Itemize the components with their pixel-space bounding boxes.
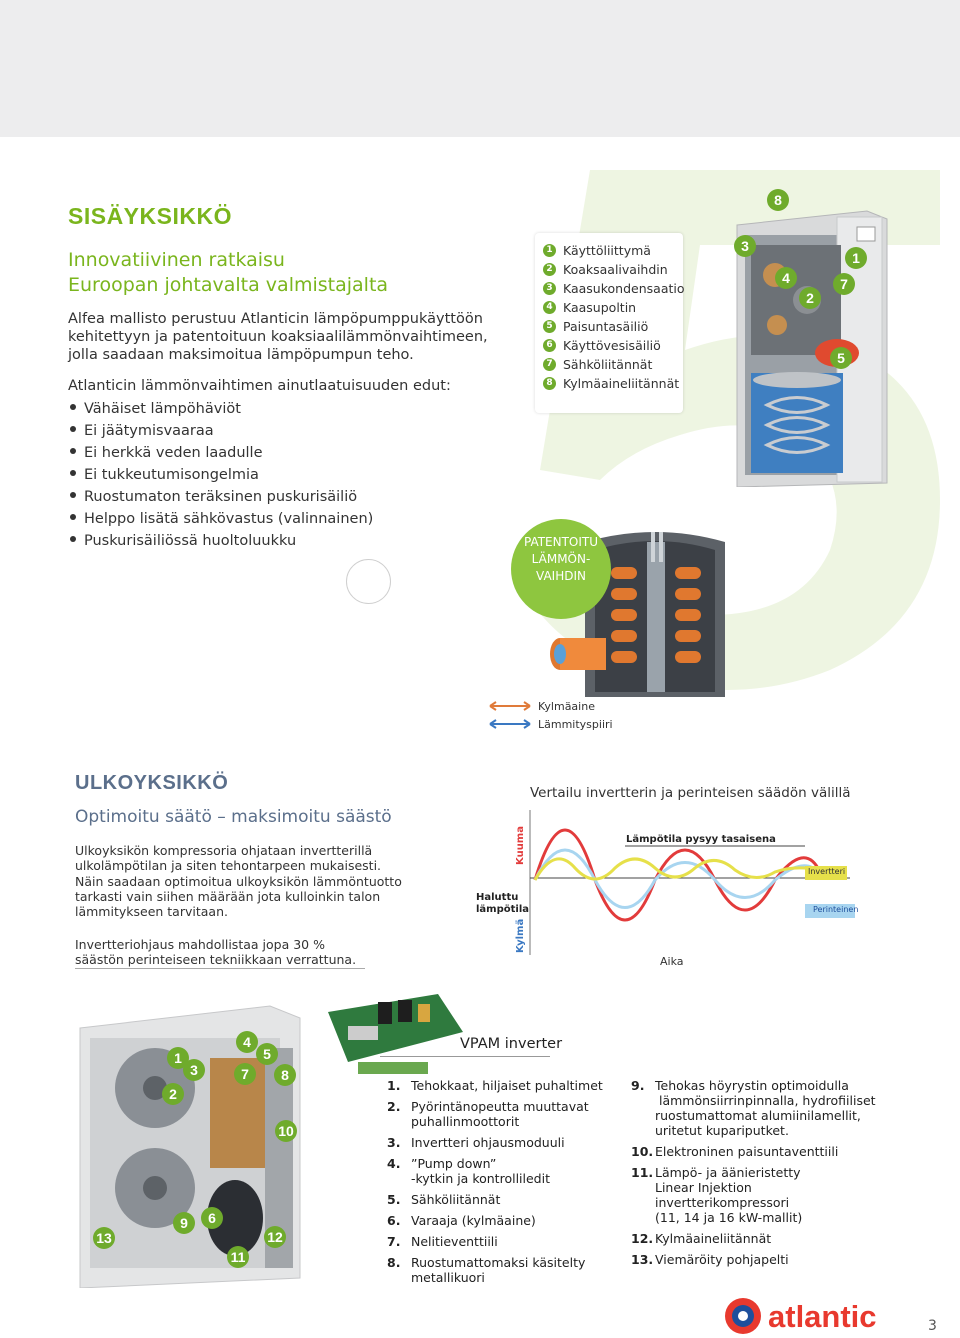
feature-text: Ruostumattomaksi käsitelty metallikuori xyxy=(411,1255,586,1285)
indoor-subtitle-line: Innovatiivinen ratkaisu xyxy=(68,249,285,271)
legend-label: Paisuntasäiliö xyxy=(563,319,649,334)
legend-number: 1 xyxy=(543,244,556,257)
legend-number: 6 xyxy=(543,339,556,352)
callout-number: 4 xyxy=(236,1031,258,1053)
feature-text: Sähköliitännät xyxy=(411,1192,501,1207)
bullet-icon xyxy=(70,536,76,542)
component-legend xyxy=(535,233,683,413)
feature-number: 6. xyxy=(387,1213,401,1228)
cold-label: Kylmä xyxy=(515,918,526,953)
vpam-label: VPAM inverter xyxy=(460,1036,563,1052)
arrow-legend-label: Lämmityspiiri xyxy=(538,717,613,731)
legend-item xyxy=(543,355,683,374)
conventional-label: Perinteinen xyxy=(813,905,859,914)
feature-text: Varaaja (kylmäaine) xyxy=(411,1213,536,1228)
setpoint-label-line: Haluttu xyxy=(476,892,519,903)
legend-number: 5 xyxy=(543,320,556,333)
savings-note-line: säästön perinteiseen tekniikkaan verrattuna. xyxy=(75,952,357,968)
legend-item xyxy=(543,374,683,393)
legend-label: Käyttöliittymä xyxy=(563,243,651,258)
callout-number: 11 xyxy=(227,1246,249,1268)
arrow-legend-item xyxy=(488,697,613,715)
benefit-item xyxy=(70,464,373,486)
feature-text: Viemäröity pohjapelti xyxy=(655,1252,789,1267)
svg-text:atlantic: atlantic xyxy=(768,1299,877,1334)
feature-text: Tehokas höyrystin optimoidulla lämmönsiirrinpinnalla, hydrofiiliset ruostumattomat alumiinilamellit, uritetut kupariputket. xyxy=(655,1078,876,1138)
arrow-legend-label: Kylmäaine xyxy=(538,699,595,713)
callout-number: 8 xyxy=(274,1064,296,1086)
outdoor-section-title: ULKOYKSIKKÖ xyxy=(75,772,229,794)
divider xyxy=(75,968,365,969)
feature-text: Nelitieventtiili xyxy=(411,1234,498,1249)
feature-item xyxy=(631,1144,876,1159)
feature-number: 4. xyxy=(387,1156,401,1171)
feature-item xyxy=(387,1213,603,1228)
legend-label: Sähköliitännät xyxy=(563,357,653,372)
legend-label: Käyttövesisäiliö xyxy=(563,338,661,353)
benefit-item xyxy=(70,420,373,442)
feature-number: 2. xyxy=(387,1099,401,1114)
indoor-subtitle-line: Euroopan johtavalta valmistajalta xyxy=(68,274,389,296)
double-arrow-icon xyxy=(488,719,532,729)
decorative-circle xyxy=(346,559,391,604)
benefit-text: Ei jäätymisvaaraa xyxy=(84,423,214,439)
callout-number: 2 xyxy=(799,287,821,309)
callout-number: 1 xyxy=(845,247,867,269)
feature-number: 7. xyxy=(387,1234,401,1249)
legend-number: 2 xyxy=(543,263,556,276)
callout-number: 13 xyxy=(93,1227,115,1249)
outdoor-intro xyxy=(75,843,435,919)
benefit-text: Ei tukkeutumisongelmia xyxy=(84,467,259,483)
steady-label: Lämpötila pysyy tasaisena xyxy=(626,834,776,845)
callout-number: 4 xyxy=(775,267,797,289)
savings-note-line: Invertteriohjaus mahdollistaa jopa 30 % xyxy=(75,937,325,952)
bullet-icon xyxy=(70,470,76,476)
atlantic-logo-mark xyxy=(722,1293,902,1337)
feature-item xyxy=(631,1252,876,1267)
feature-list-left xyxy=(387,1078,603,1291)
feature-item xyxy=(387,1234,603,1249)
feature-item xyxy=(631,1078,876,1138)
feature-text: Kylmäaineliitännät xyxy=(655,1231,772,1246)
benefit-text: Ruostumaton teräksinen puskurisäiliö xyxy=(84,489,358,505)
callout-number: 3 xyxy=(183,1059,205,1081)
callout-number: 7 xyxy=(234,1063,256,1085)
feature-text: Lämpö- ja äänieristetty Linear Injektion invertterikompressori (11, 14 ja 16 kW-mallit) xyxy=(655,1165,803,1225)
page-number: 3 xyxy=(928,1318,937,1334)
setpoint-label-line: lämpötila xyxy=(476,904,530,915)
patent-label-line: LÄMMÖN- xyxy=(531,552,591,566)
feature-item xyxy=(387,1078,603,1093)
conventional-curve-blue xyxy=(535,850,820,908)
outdoor-intro-line: Näin saadaan optimoitua ulkoyksikön lämmöntuotto xyxy=(75,873,402,889)
bullet-icon xyxy=(70,492,76,498)
bullet-icon xyxy=(70,448,76,454)
indoor-unit-illustration xyxy=(727,192,890,487)
feature-item xyxy=(387,1255,603,1285)
indoor-intro-line: Alfea mallisto perustuu Atlanticin lämpöpumppukäyttöön xyxy=(68,311,483,327)
benefit-item xyxy=(70,398,373,420)
benefit-text: Vähäiset lämpöhäviöt xyxy=(84,401,241,417)
comparison-title: Vertailu invertterin ja perinteisen säädön välillä xyxy=(530,785,851,801)
bullet-icon xyxy=(70,404,76,410)
outdoor-intro-line: ulkolämpötilan ja siten tehontarpeen mukaisesti. xyxy=(75,858,382,874)
legend-label: Kaasukondensaatio xyxy=(563,281,685,296)
inverter-board-illustration xyxy=(318,992,468,1082)
feature-text: Pyörintänopeutta muuttavat puhallinmoottorit xyxy=(411,1099,589,1129)
legend-item xyxy=(543,298,683,317)
hot-label: Kuuma xyxy=(515,826,526,865)
feature-number: 3. xyxy=(387,1135,401,1150)
indoor-intro xyxy=(68,310,488,364)
callout-number: 9 xyxy=(173,1212,195,1234)
legend-item xyxy=(543,336,683,355)
feature-text: Elektroninen paisuntaventtiili xyxy=(655,1144,839,1159)
legend-label: Kylmäaineliitännät xyxy=(563,376,680,391)
legend-number: 7 xyxy=(543,358,556,371)
callout-number: 2 xyxy=(162,1083,184,1105)
feature-list-right xyxy=(631,1078,876,1273)
feature-number: 10. xyxy=(631,1144,654,1159)
outdoor-intro-line: lämmitykseen tarvitaan. xyxy=(75,904,228,920)
feature-text: ”Pump down” -kytkin ja kontrolliledit xyxy=(411,1156,550,1186)
legend-item xyxy=(543,260,683,279)
feature-number: 5. xyxy=(387,1192,401,1207)
benefit-text: Ei herkkä veden laadulle xyxy=(84,445,263,461)
indoor-section-title: SISÄYKSIKKÖ xyxy=(68,203,232,229)
benefit-text: Puskurisäiliössä huoltoluukku xyxy=(84,533,297,549)
benefit-item xyxy=(70,442,373,464)
patent-label-line: VAIHDIN xyxy=(536,569,586,583)
feature-text: Invertteri ohjausmoduuli xyxy=(411,1135,565,1150)
outdoor-intro-line: tarkasti vain siihen määrään jota kulloinkin talon xyxy=(75,888,381,904)
feature-item xyxy=(387,1135,603,1150)
feature-item xyxy=(631,1231,876,1246)
feature-number: 8. xyxy=(387,1255,401,1270)
benefit-item xyxy=(70,508,373,530)
bullet-icon xyxy=(70,426,76,432)
inverter-label: Invertteri xyxy=(808,867,846,876)
callout-number: 12 xyxy=(264,1226,286,1248)
atlantic-logo xyxy=(722,1293,902,1337)
benefits-heading: Atlanticin lämmönvaihtimen ainutlaatuisuuden edut: xyxy=(68,378,451,394)
callout-number: 5 xyxy=(830,347,852,369)
benefit-text: Helppo lisätä sähkövastus (valinnainen) xyxy=(84,511,374,527)
indoor-subtitle xyxy=(68,248,428,298)
callout-number: 1 xyxy=(167,1047,189,1069)
feature-number: 1. xyxy=(387,1078,401,1093)
legend-number: 3 xyxy=(543,282,556,295)
outdoor-subtitle: Optimoitu säätö – maksimoitu säästö xyxy=(75,807,392,827)
double-arrow-icon xyxy=(488,701,532,711)
feature-number: 9. xyxy=(631,1078,645,1093)
feature-number: 12. xyxy=(631,1231,654,1246)
setpoint-label xyxy=(476,892,529,916)
feature-number: 13. xyxy=(631,1252,654,1267)
outdoor-intro-line: Ulkoyksikön kompressoria ohjataan invertterillä xyxy=(75,843,373,858)
coaxial-pipe-icon xyxy=(548,637,608,672)
savings-note xyxy=(75,937,435,968)
feature-item xyxy=(631,1165,876,1225)
legend-item xyxy=(543,317,683,336)
legend-label: Koaksaalivaihdin xyxy=(563,262,668,277)
indoor-intro-line: jolla saadaan maksimoitua lämpöpumpun teho. xyxy=(68,347,414,363)
feature-item xyxy=(387,1192,603,1207)
legend-label: Kaasupoltin xyxy=(563,300,637,315)
callout-number: 5 xyxy=(256,1043,278,1065)
callout-number: 8 xyxy=(767,189,789,211)
feature-text: Tehokkaat, hiljaiset puhaltimet xyxy=(411,1078,603,1093)
legend-number: 4 xyxy=(543,301,556,314)
legend-number: 8 xyxy=(543,377,556,390)
feature-item xyxy=(387,1099,603,1129)
feature-item xyxy=(387,1156,603,1186)
patent-label-line: PATENTOITU xyxy=(523,535,599,549)
indoor-intro-line: kehitettyyn ja patentoituun koaksiaalilämmönvaihtimeen, xyxy=(68,329,488,345)
bullet-icon xyxy=(70,514,76,520)
callout-number: 10 xyxy=(275,1120,297,1142)
header-band xyxy=(0,0,960,137)
legend-item xyxy=(543,241,683,260)
patent-badge xyxy=(511,519,611,619)
benefits-list xyxy=(70,398,373,552)
legend-item xyxy=(543,279,683,298)
callout-number: 7 xyxy=(833,273,855,295)
benefit-item xyxy=(70,486,373,508)
callout-number: 6 xyxy=(201,1207,223,1229)
flow-arrow-legend xyxy=(488,697,613,733)
divider xyxy=(380,1056,550,1057)
time-axis-label: Aika xyxy=(660,955,684,968)
callout-number: 3 xyxy=(734,235,756,257)
feature-number: 11. xyxy=(631,1165,654,1180)
arrow-legend-item xyxy=(488,715,613,733)
benefit-item xyxy=(70,530,373,552)
